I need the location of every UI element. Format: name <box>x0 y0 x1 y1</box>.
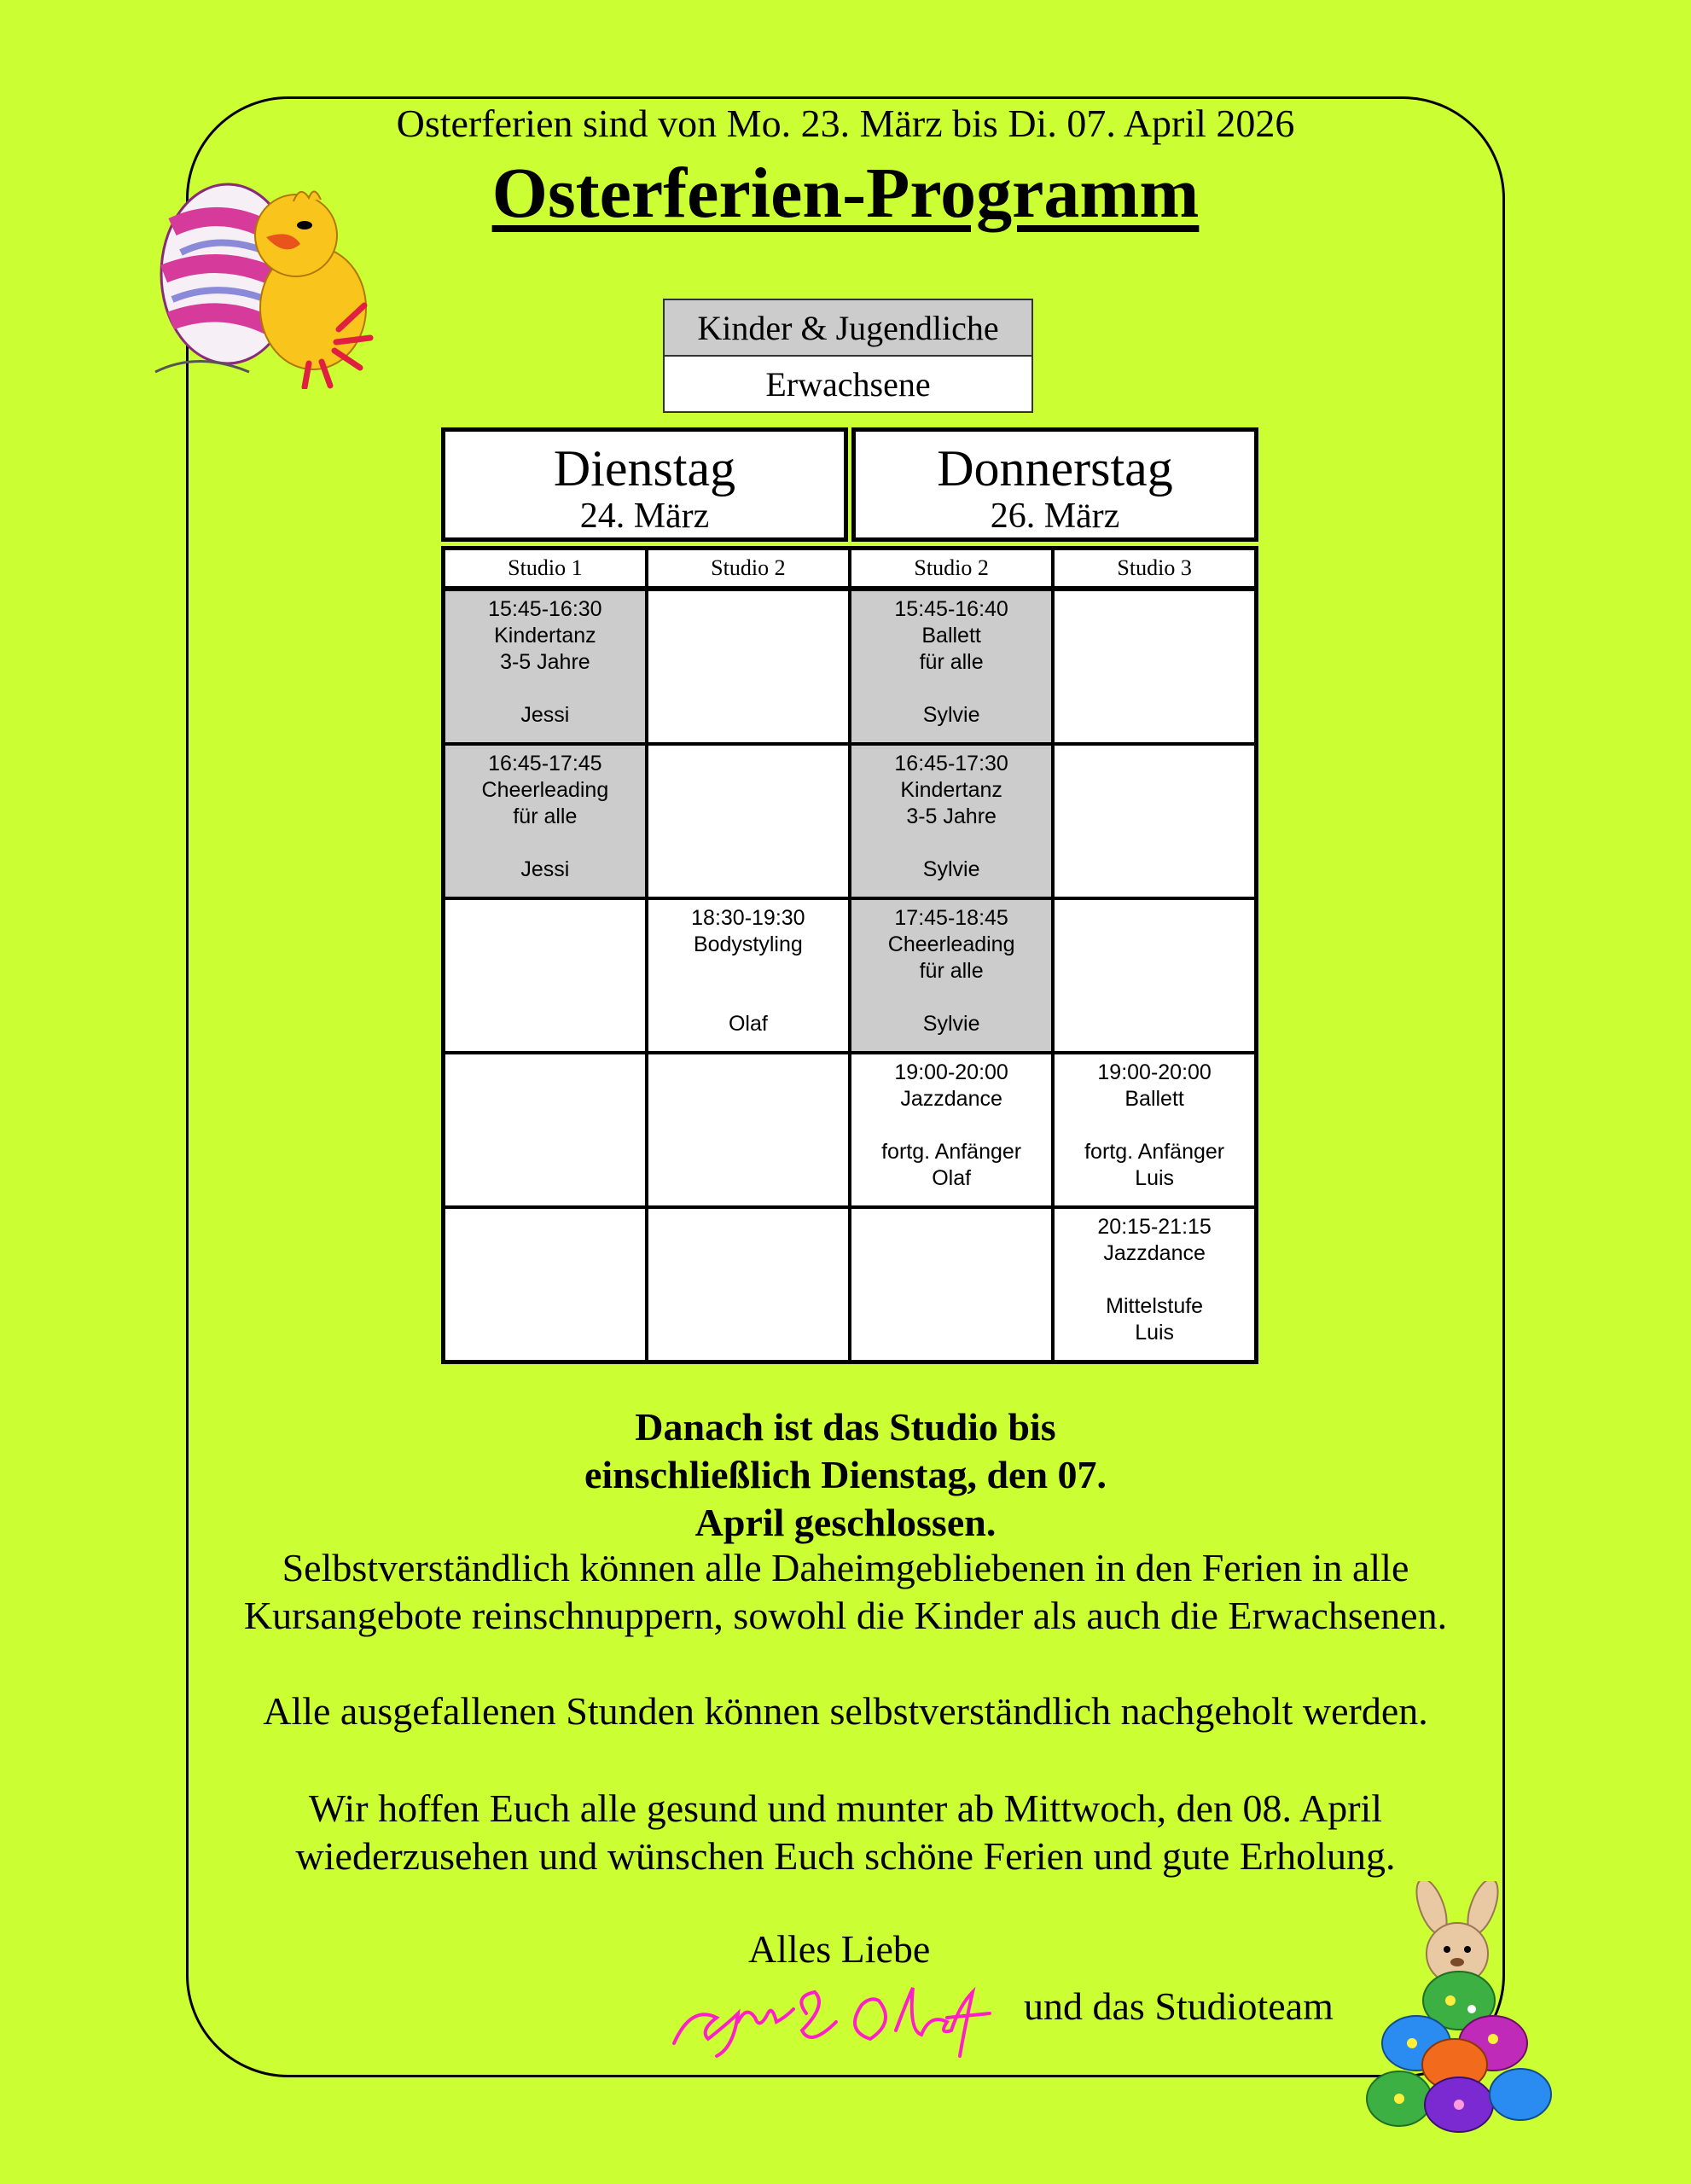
schedule-cell <box>1053 744 1256 898</box>
schedule-cell: 15:45-16:40 Ballett für alle Sylvie <box>850 589 1053 744</box>
paragraph-trial: Selbstverständlich können alle Daheimgebliebenen in den Ferien in alle Kursangebote reinschnuppern, sowohl die Kinder als auch die Erwachsenen. <box>243 1546 1448 1637</box>
studioteam: und das Studioteam <box>1024 1984 1334 2028</box>
greeting: Alles Liebe <box>748 1927 931 1971</box>
schedule-cell: 16:45-17:30 Kindertanz 3-5 Jahre Sylvie <box>850 744 1053 898</box>
schedule-cell: 15:45-16:30 Kindertanz 3-5 Jahre Jessi <box>444 589 647 744</box>
schedule-cell <box>444 898 647 1053</box>
day-name: Dienstag <box>553 440 736 497</box>
schedule-cell <box>647 1053 850 1207</box>
schedule-cell <box>647 1207 850 1362</box>
schedule-table <box>441 546 1258 1364</box>
schedule-cell <box>647 589 850 744</box>
day-date: 26. März <box>990 497 1120 536</box>
day-header-tuesday <box>441 427 848 542</box>
studio-header: Studio 1 <box>444 549 647 590</box>
paragraph-makeup: Alle ausgefallenen Stunden können selbstverständlich nachgeholt werden. <box>263 1689 1428 1733</box>
schedule-cell: 19:00-20:00 Ballett fortg. Anfänger Luis <box>1053 1053 1256 1207</box>
schedule-cell <box>444 1053 647 1207</box>
schedule-cell <box>647 744 850 898</box>
day-header-thursday <box>851 427 1258 542</box>
studio-header: Studio 3 <box>1053 549 1256 590</box>
schedule-cell <box>1053 589 1256 744</box>
table-row <box>444 744 1257 898</box>
table-row <box>444 1053 1257 1207</box>
signature-sylvie-olaf <box>665 1971 1007 2065</box>
schedule-cell: 20:15-21:15 Jazzdance Mittelstufe Luis <box>1053 1207 1256 1362</box>
table-row <box>444 589 1257 744</box>
schedule-cell <box>1053 898 1256 1053</box>
legend-adults: Erwachsene <box>664 356 1032 412</box>
day-name: Donnerstag <box>937 440 1173 497</box>
studio-header: Studio 2 <box>647 549 850 590</box>
table-row <box>444 898 1257 1053</box>
paragraph-wishes: Wir hoffen Euch alle gesund und munter ab Mittwoch, den 08. April wiederzusehen und wünschen Euch schöne Ferien und gute Erholung. <box>295 1786 1396 1878</box>
schedule-cell: 19:00-20:00 Jazzdance fortg. Anfänger Olaf <box>850 1053 1053 1207</box>
table-row <box>444 1207 1257 1362</box>
day-date: 24. März <box>579 497 710 536</box>
studio-header: Studio 2 <box>850 549 1053 590</box>
schedule-cell <box>444 1207 647 1362</box>
schedule-cell: 16:45-17:45 Cheerleading für alle Jessi <box>444 744 647 898</box>
bunny-with-eggs-illustration <box>1365 1881 1561 2137</box>
schedule-cell: 17:45-18:45 Cheerleading für alle Sylvie <box>850 898 1053 1053</box>
page-title: Osterferien-Programm <box>491 154 1200 233</box>
schedule-cell: 18:30-19:30 Bodystyling Olaf <box>647 898 850 1053</box>
holiday-dates: Osterferien sind von Mo. 23. März bis Di. 07. April 2026 <box>396 102 1295 145</box>
chick-with-egg-illustration <box>147 167 403 389</box>
color-legend <box>663 299 1033 413</box>
legend-kids: Kinder & Jugendliche <box>664 299 1032 356</box>
day-headers <box>441 427 1258 542</box>
closed-notice: Danach ist das Studio bis einschließlich Dienstag, den 07. April geschlossen. <box>584 1405 1107 1544</box>
schedule-cell <box>850 1207 1053 1362</box>
